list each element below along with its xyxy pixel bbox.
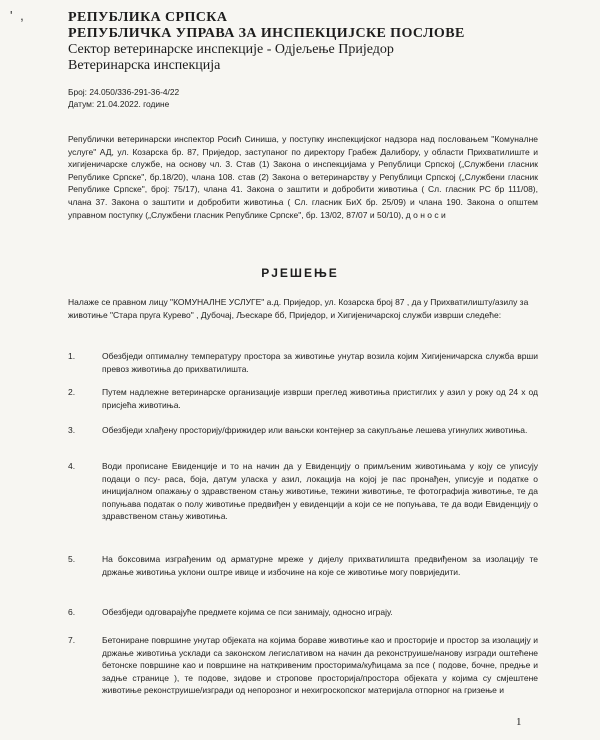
item-number: 2. <box>68 387 76 397</box>
item-text: Води прописане Евиденције и то на начин да у Евиденцију о примљеним животињама у коју се уписују подаци о псу- раса, боја, датум уласка у азил, локација на којој је пас пронађен, уписује и податке о иницијалном опажању о здравственом стању животиње, тежини животиње, те фотографија животиње, те да попуњава податак о полу животиње предвиђен у евиденцији а који се не попуњава, те да води Евиденцију о здравственом стању животиња. <box>102 461 538 522</box>
item-number: 7. <box>68 635 76 645</box>
document-date: Датум: 21.04.2022. године <box>68 99 170 109</box>
item-text: Обезбједи оптималну температуру простора за животиње унутар возила којим Хигијеничарска служба врши превоз животиња до прихватилишта. <box>102 351 538 374</box>
header-inspection: Ветеринарска инспекција <box>68 58 221 73</box>
intro-paragraph: Републички ветеринарски инспектор Росић Синиша, у поступку инспекцијског надзора над пословањем "Комуналне услуге" АД, ул. Козарска бр. 87, Приједор, заступаног по директору Грабеж Далибору, у области Прихватилиште и хигијеничарске службе, на основу чл. 3. Став (1) Закона о инспекцијама у Републици Српској („Службени гласник Републике Српске", бр.18/20), члана 108. став (2) Закона о ветеринарству у Републици Српској („Службени гласник Републике Српске", број: 75/17), члана 41. Закона о заштити и добробити животиња ( Сл. гласник РС бр 111/08), члана 37. Закона о заштити и добробити животиња ( Сл. гласник БиХ бр. 25/09) и члана 190. Закона о општем управном поступку („Службени гласник Републике Српске", бр. 13/02, 87/07 и 50/10), д о н о с и <box>68 134 538 220</box>
item-number: 4. <box>68 461 76 471</box>
scan-corner-mark: ' , <box>10 8 26 23</box>
header-sector: Сектор ветеринарске инспекције - Одјељење Приједор <box>68 42 394 57</box>
item-text: Путем надлежне ветеринарске организације изврши преглед животиња пристиглих у азил у року од 24 х од присјећа животиња. <box>102 387 538 410</box>
lead-paragraph: Налаже се правном лицу "КОМУНАЛНЕ УСЛУГЕ" а.д. Приједор, ул. Козарска број 87 , да у Прихватилишту/азилу за животиње "Стара пруга Курево" , Дубочај, Љескаре бб, Приједор, и Хигијеничарској служби изврши следеће: <box>68 297 529 320</box>
page-number: 1 <box>516 716 522 728</box>
item-number: 6. <box>68 607 76 617</box>
item-text: Обезбједи хлађену просторију/фрижидер или вањски контејнер за сакупљање лешева угинулих животиња. <box>102 425 528 435</box>
item-text: На боксовима изграђеним од арматурне мреже у дијелу прихватилишта предвиђеном за изолацију те држање животиња уклони оштре ивице и избочине на које се животиње могу повриједити. <box>102 554 538 577</box>
item-number: 5. <box>68 554 76 564</box>
header-administration: РЕПУБЛИЧКА УПРАВА ЗА ИНСПЕКЦИЈСКЕ ПОСЛОВЕ <box>68 26 465 41</box>
document-number: Број: 24.050/336-291-36-4/22 <box>68 87 180 97</box>
document-header <box>68 10 568 74</box>
document-meta <box>68 86 179 110</box>
item-text: Обезбједи одговарајуће предмете којима се пси занимају, односно играју. <box>102 607 393 617</box>
header-republic: РЕПУБЛИКА СРПСКА <box>68 10 228 25</box>
document-title: РЈЕШЕЊЕ <box>261 266 339 280</box>
item-number: 3. <box>68 425 76 435</box>
item-text: Бетониране површине унутар објеката на којима бораве животиње као и просторије и простор за изолацију и држање животиња усклади са законском легислативом на начин да реконструише/нанову изгради оштећене бетонске површине као и површине на наткривеним просторима/кућицама за псе ( подове, бочне, предње и задње странице ), те подове, зидове и стропове просторија/простора објеката у којима су смјештене животиње реконструише/изгради од непорозног и нехигроскопског материјала отпорног на гризење и <box>102 635 538 696</box>
item-number: 1. <box>68 351 76 361</box>
